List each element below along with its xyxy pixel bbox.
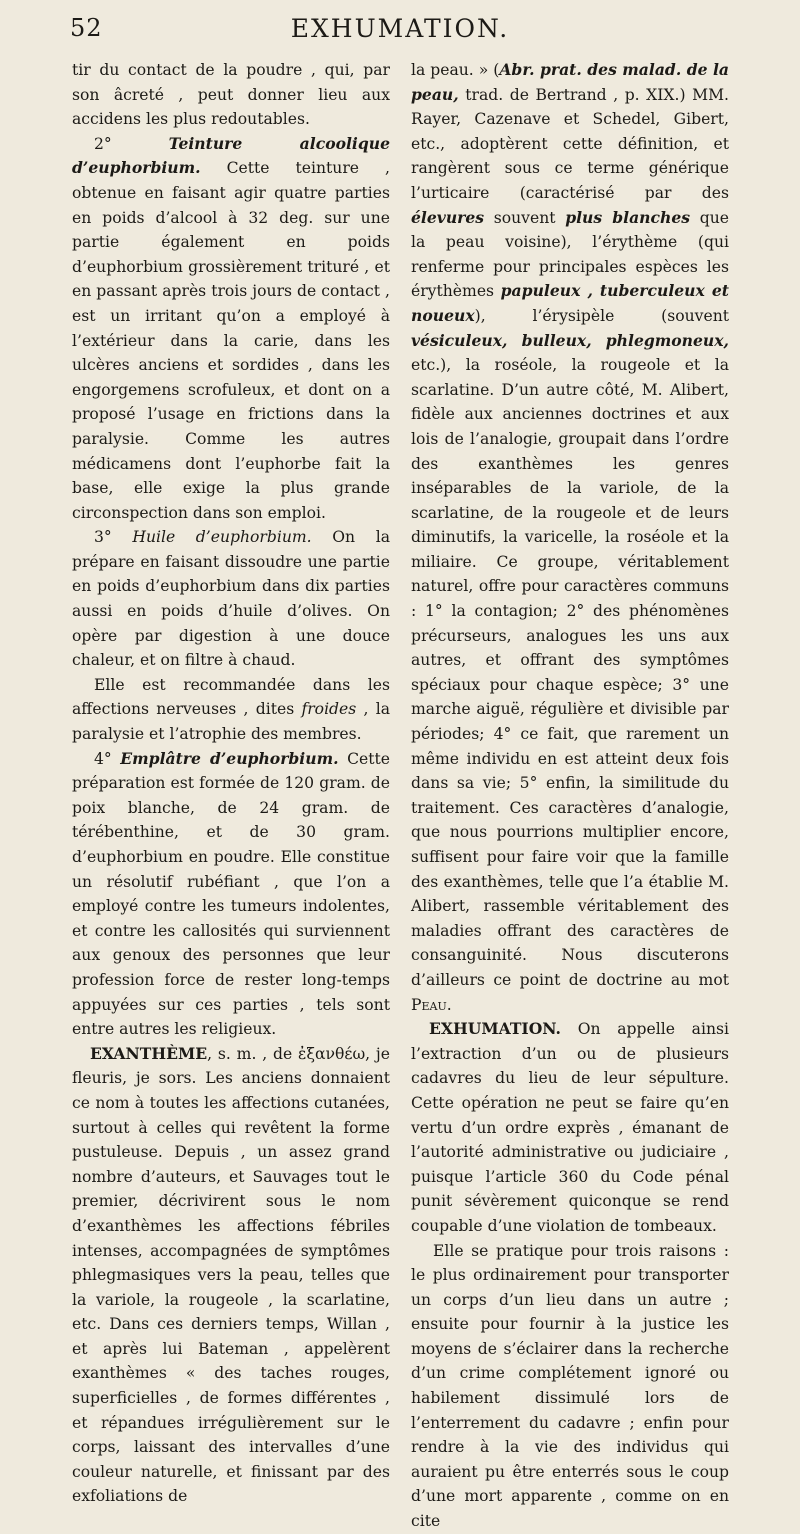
item-heading: Huile d’euphorbium. — [132, 528, 312, 547]
item-number: 3° — [94, 528, 112, 547]
paragraph-teinture — [72, 132, 390, 526]
paragraph-continuation: tir du contact de la poudre , qui, par son âcreté , peut donner lieu aux accidens les plus redoutables. — [72, 61, 390, 129]
item-text: Cette préparation est formée de 120 gram. de poix blanche, de 24 gram. de térébenthine, et de 30 gram. d’euphorbium en poudre. Elle constitue un résolutif rubéfiant , que l’on a employé contre les tumeurs indolentes, et contre les callosités qui surviennent aux genoux des personnes que leur profession force de rester long-temps appuyées sur ces parties , tels sont entre autres les religieux. — [72, 749, 390, 1039]
item-number: 2° — [94, 134, 112, 153]
entry-exantheme — [72, 1042, 390, 1509]
item-heading: Teinture alcoolique d’euphorbium. — [72, 133, 390, 178]
page-header — [70, 14, 730, 54]
paragraph-huile — [72, 525, 390, 673]
entry-text: On appelle ainsi l’extraction d’un ou de plusieurs cadavres du lieu de leur sépulture. Cette opération ne peut se faire qu’en vertu d’un ordre exprès , émanant de l’autorité administrative ou judiciaire , puisque l’article 360 du Code pénal punit sévèrement quiconque se rend coupable d’une violation de tombeaux. — [411, 1020, 729, 1235]
entry-headword: EXHUMATION. — [429, 1019, 561, 1039]
item-text: Cette teinture , obtenue en faisant agir quatre parties en poids d’alcool à 32 deg. sur une partie également en poids d’euphorbium grossièrement trituré , et en passant après trois jours de contact , est un irritant qu’on a employé à l’extérieur dans la carie, dans les ulcères anciens et sordides , dans les engorgemens scrofuleux, et dont on a proposé l’usage en frictions dans la paralysie. Comme les autres médicamens dont l’euphorbe fait la base, elle exige la plus grande circonspection dans son emploi. — [72, 159, 390, 522]
paragraph-raisons: Elle se pratique pour trois raisons : le plus ordinairement pour transporter un corps d’un lieu dans un autre ; ensuite pour fournir à la justice les moyens de s’éclairer dans la recherche d’un crime complétement ignoré ou habilement dissimulé lors de l’enterrement du cadavre ; enfin pour rendre à la vie des individus qui auraient pu être enterrés sous le coup d’une mort apparente , comme on en cite — [411, 1241, 729, 1531]
item-text: On la prépare en faisant dissoudre une partie en poids d’euphorbium dans dix parties aussi en poids d’huile d’olives. On opère par digestion à une douce chaleur, et on filtre à chaud. — [72, 528, 390, 670]
entry-headword: EXANTHÈME — [90, 1043, 208, 1063]
right-column — [411, 58, 729, 1531]
entry-text: , s. m. , de ἐξανθέω, je fleuris, je sors. Les anciens donnaient ce nom à toutes les affections cutanées, surtout à celles qui revêtent la forme pustuleuse. Depuis , un assez grand nombre d’auteurs, et Sauvages tout le premier, décrivirent sous le nom d’exanthèmes les affections fébriles intenses, accompagnées de symptômes phlegmasiques vers la peau, telles que la variole, la rougeole , la scarlatine, etc. Dans ces derniers temps, Willan , et après lui Bateman , appelèrent exanthèmes « des taches rouges, superficielles , de formes différentes , et répandues irrégulièrement sur le corps, laissant des intervalles d’une couleur naturelle, et finissant par des exfoliations de — [72, 1044, 390, 1506]
paragraph-exantheme-continued: la peau. » (Abr. prat. des malad. de la peau, trad. de Bertrand , p. XIX.) MM. Rayer, Cazenave et Schedel, Gibert, etc., adoptèrent cette définition, et rangèrent sous ce terme générique l’urticaire (caractérisé par des élevures souvent plus blanches que la peau voisine), l’érythème (qui renferme pour principales espèces les érythèmes papuleux , tuberculeux et noueux), l’érysipèle (souvent vésiculeux, bulleux, phlegmoneux, etc.), la roséole, la rougeole et la scarlatine. D’un autre côté, M. Alibert, fidèle aux anciennes doctrines et aux lois de l’analogie, groupait dans l’ordre des exanthèmes les genres inséparables de la variole, de la scarlatine, de la rougeole et de leurs diminutifs, la varicelle, la roséole et la miliaire. Ce groupe, véritablement naturel, offre pour caractères communs : 1° la contagion; 2° des phénomènes précurseurs, analogues les uns aux autres, et offrant des symptômes spéciaux pour chaque espèce; 3° une marche aiguë, régulière et divisible par périodes; 4° ce fait, que rarement un même individu en est atteint deux fois dans sa vie; 5° enfin, la similitude du traitement. Ces caractères d’analogie, que nous pourrions multiplier encore, suffisent pour faire voir que la famille des exanthèmes, telle que l’a établie M. Alibert, rassemble véritablement des maladies offrant des caractères de consanguinité. Nous discuterons d’ailleurs ce point de doctrine au mot Peau. — [411, 60, 729, 1014]
paragraph-recommandee: Elle est recommandée dans les affections nerveuses , dites froides , la paralysie et l’atrophie des membres. — [72, 675, 391, 744]
entry-exhumation — [411, 1017, 729, 1238]
left-column — [72, 58, 391, 1506]
page-number: 52 — [70, 14, 103, 42]
emphasis-froides: froides — [301, 700, 357, 719]
paragraph-emplatre — [72, 747, 390, 1042]
running-title: EXHUMATION. — [290, 14, 510, 43]
item-number: 4° — [94, 749, 112, 768]
citation: Abr. prat. des malad. de la peau, — [411, 60, 729, 104]
item-heading: Emplâtre d’euphorbium. — [120, 748, 339, 768]
cross-reference: Peau — [411, 995, 447, 1014]
